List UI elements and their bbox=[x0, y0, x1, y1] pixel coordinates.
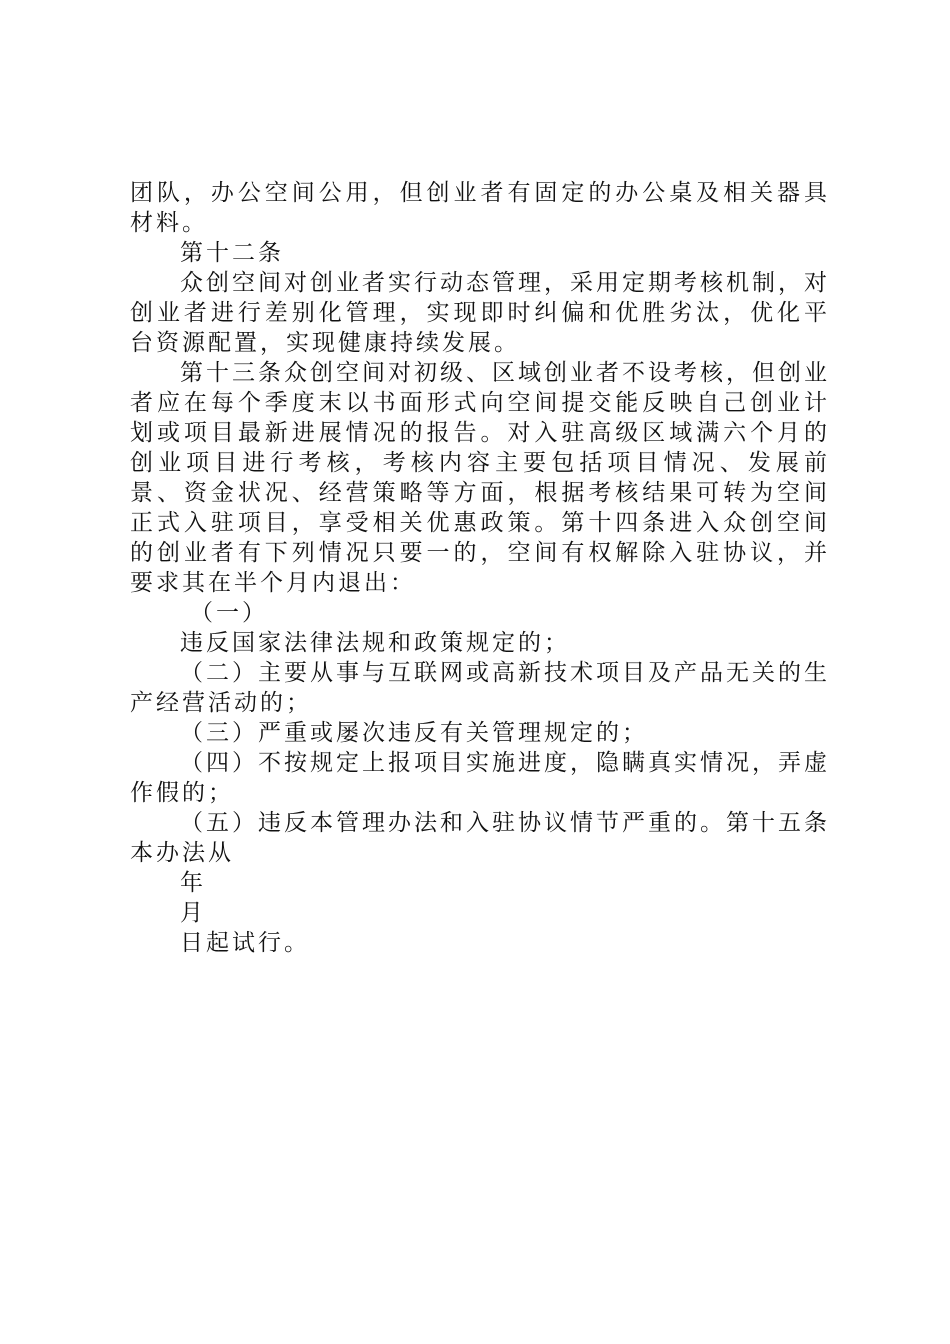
list-item-3: （三）严重或屡次违反有关管理规定的； bbox=[180, 720, 648, 746]
date-year: 年 bbox=[180, 870, 206, 896]
list-item-5-and-article-15: （五）违反本管理办法和入驻协议情节严重的。第十五条本办法从 bbox=[130, 810, 830, 866]
date-month: 月 bbox=[180, 900, 206, 926]
list-item-2: （二）主要从事与互联网或高新技术项目及产品无关的生产经营活动的； bbox=[130, 660, 830, 716]
document-body bbox=[130, 178, 830, 958]
list-item-1-text: 违反国家法律法规和政策规定的； bbox=[180, 630, 570, 656]
paragraph-continuation: 团队，办公空间公用，但创业者有固定的办公桌及相关器具材料。 bbox=[130, 180, 830, 236]
article-12-body: 众创空间对创业者实行动态管理，采用定期考核机制，对创业者进行差别化管理，实现即时纠偏和优胜劣汰，优化平台资源配置，实现健康持续发展。 bbox=[130, 270, 830, 356]
list-item-1-marker: （一） bbox=[190, 600, 268, 626]
article-12-heading: 第十二条 bbox=[180, 240, 284, 266]
date-day-closing: 日起试行。 bbox=[180, 930, 310, 956]
list-item-4: （四）不按规定上报项目实施进度，隐瞒真实情况，弄虚作假的； bbox=[130, 750, 830, 806]
article-13-14-body: 第十三条众创空间对初级、区域创业者不设考核，但创业者应在每个季度末以书面形式向空间提交能反映自己创业计划或项目最新进展情况的报告。对入驻高级区域满六个月的创业项目进行考核，考核内容主要包括项目情况、发展前景、资金状况、经营策略等方面，根据考核结果可转为空间正式入驻项目，享受相关优惠政策。第十四条进入众创空间的创业者有下列情况只要一的，空间有权解除入驻协议，并要求其在半个月内退出： bbox=[130, 360, 830, 596]
